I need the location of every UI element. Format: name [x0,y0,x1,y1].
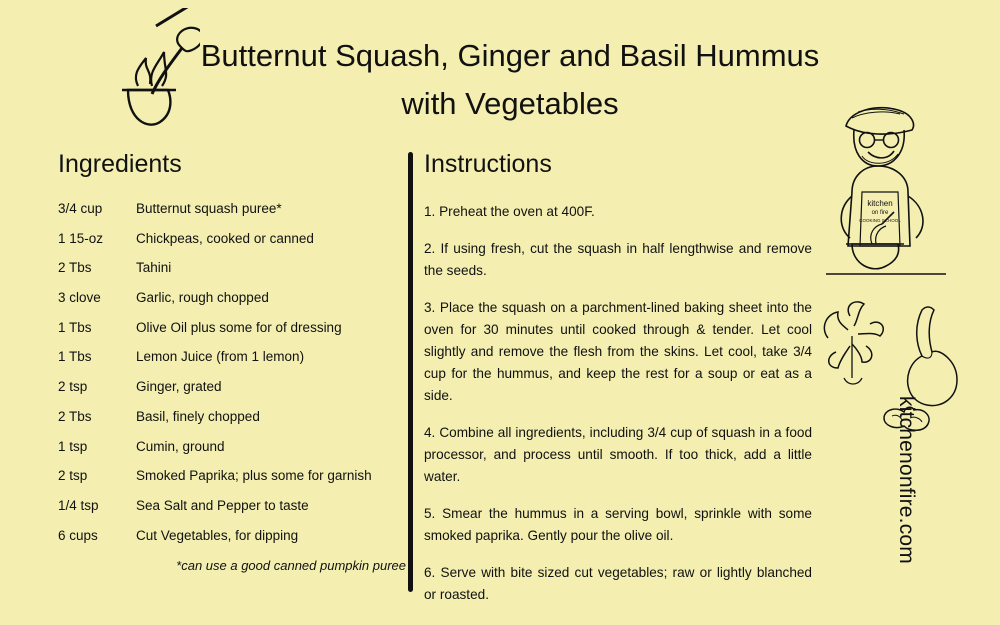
vegetables-illustration [818,300,968,435]
instructions-heading: Instructions [424,150,552,178]
chef-illustration [812,96,952,296]
ingredients-section [58,150,408,573]
list-item [58,409,408,425]
ingredient-name: Lemon Juice (from 1 lemon) [136,349,305,365]
ingredient-quantity: 2 Tbs [58,408,92,424]
list-item [58,231,408,247]
instruction-step: 1. Preheat the oven at 400F. [424,204,595,219]
ingredient-name: Olive Oil plus some for of dressing [136,319,342,335]
ingredient-name: Cut Vegetables, for dipping [136,527,299,543]
list-item [58,260,408,276]
ingredient-quantity: 6 cups [58,527,98,543]
ingredient-name: Butternut squash puree* [136,201,282,216]
page-title: Butternut Squash, Ginger and Basil Hummus with Vegetables [200,38,820,122]
svg-text:on fire: on fire [871,210,889,216]
column-divider [408,152,413,592]
ingredient-quantity: 1 Tbs [58,319,92,335]
ingredient-name: Tahini [136,260,172,276]
list-item [58,439,408,455]
list-item [58,320,408,336]
ingredient-quantity: 2 tsp [58,468,88,484]
list-item [58,498,408,514]
instructions-section [424,150,812,621]
list-item [58,201,408,217]
ingredient-name: Ginger, grated [136,379,222,395]
ingredient-quantity: 3 clove [58,290,101,306]
ingredient-name: Sea Salt and Pepper to taste [136,497,309,513]
svg-text:kitchen: kitchen [867,199,893,208]
svg-text:COOKING SCHOOL: COOKING SCHOOL [859,218,901,223]
instruction-step: 6. Serve with bite sized cut vegetables; raw or lightly blanched or roasted. [424,565,812,603]
ingredients-heading: Ingredients [58,150,182,178]
ingredient-quantity: 1 Tbs [58,349,92,365]
instruction-step: 3. Place the squash on a parchment-lined baking sheet into the oven for 30 minutes until cooked through & tender. Let cool slightly and remove the flesh from the skins. Let cool, take 3/4 cup for the hummus, and keep the rest for a soup or eat as a side. [424,300,812,404]
ingredient-quantity: 1 15-oz [58,230,104,246]
ingredient-quantity: 2 Tbs [58,260,92,276]
ingredient-quantity: 1 tsp [58,438,88,454]
website-url[interactable]: kitchenonfire.com [895,396,918,564]
ingredient-quantity: 1/4 tsp [58,497,99,513]
list-item [58,349,408,365]
ingredient-name: Chickpeas, cooked or canned [136,230,314,246]
ingredient-name: Garlic, rough chopped [136,290,269,306]
list-item [58,290,408,306]
ingredient-quantity: 3/4 cup [58,201,103,216]
ingredient-quantity: 2 tsp [58,379,88,395]
ingredient-name: Smoked Paprika; plus some for garnish [136,468,372,484]
ingredients-footnote: *can use a good canned pumpkin puree [176,557,406,573]
ingredient-name: Basil, finely chopped [136,408,260,424]
list-item [58,468,408,484]
instruction-step: 4. Combine all ingredients, including 3/4 cup of squash in a food processor, and process until smooth. If too thick, add a little water. [424,425,812,485]
kitchen-on-fire-logo [60,8,200,138]
list-item [58,379,408,395]
list-item [58,528,408,544]
instruction-step: 2. If using fresh, cut the squash in half lengthwise and remove the seeds. [424,241,812,279]
instruction-step: 5. Smear the hummus in a serving bowl, sprinkle with some smoked paprika. Gently pour the olive oil. [424,506,812,544]
ingredient-name: Cumin, ground [136,438,225,454]
